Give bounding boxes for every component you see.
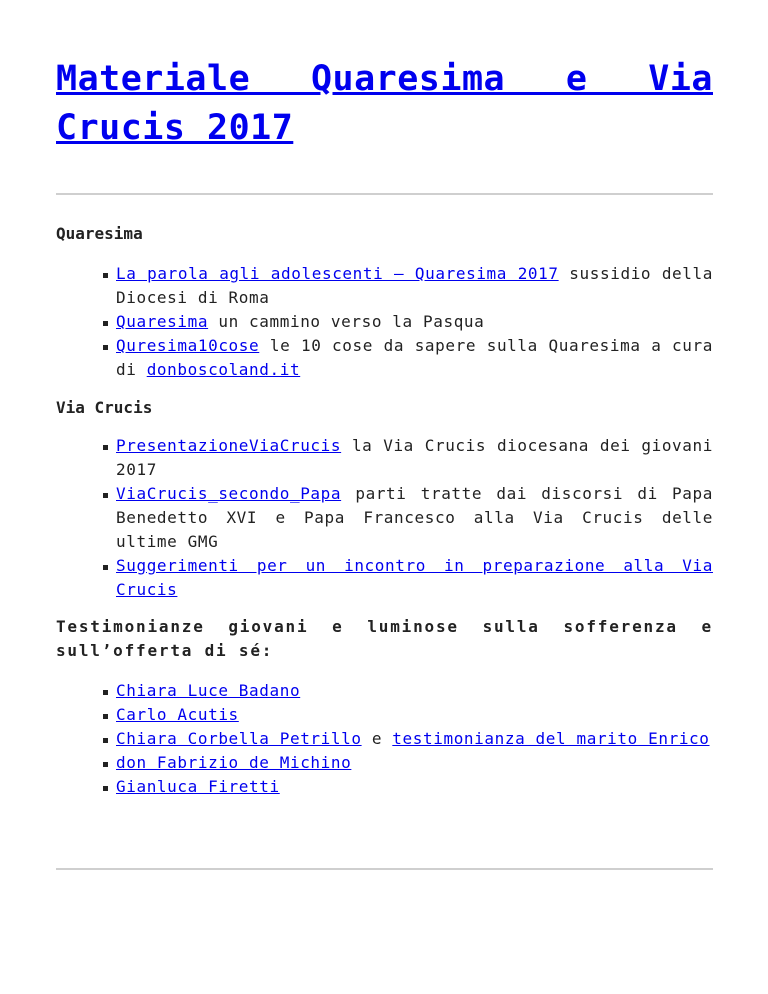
item-text: sussidio della Diocesi di Roma bbox=[116, 264, 713, 307]
item-text: le 10 cose da sapere sulla Quaresima a cura di bbox=[116, 336, 713, 379]
list-item bbox=[116, 703, 713, 727]
item-text: la Via Crucis diocesana dei giovani 2017 bbox=[116, 436, 713, 479]
bottom-divider bbox=[56, 868, 713, 870]
link-fabrizio-de-michino[interactable]: don Fabrizio de Michino bbox=[116, 753, 352, 772]
link-parola-adolescenti[interactable]: La parola agli adolescenti – Quaresima 2017 bbox=[116, 264, 559, 283]
list-via-crucis bbox=[116, 434, 713, 602]
list-item bbox=[116, 679, 713, 703]
link-quaresima[interactable]: Quaresima bbox=[116, 312, 209, 331]
item-text: un cammino verso la Pasqua bbox=[208, 312, 485, 331]
link-gianluca-firetti[interactable]: Gianluca Firetti bbox=[116, 777, 280, 796]
section-heading-testimonianze: Testimonianze giovani e luminose sulla sofferenza e sull’offerta di sé: bbox=[56, 617, 713, 660]
list-item bbox=[116, 482, 713, 554]
section-heading-via-crucis: Via Crucis bbox=[56, 398, 153, 417]
list-item bbox=[116, 434, 713, 482]
link-chiara-luce-badano[interactable]: Chiara Luce Badano bbox=[116, 681, 301, 700]
link-via-crucis-secondo-papa[interactable]: ViaCrucis_secondo_Papa bbox=[116, 484, 342, 503]
list-item bbox=[116, 310, 713, 334]
list-item bbox=[116, 775, 713, 799]
link-presentazione-via-crucis[interactable]: PresentazioneViaCrucis bbox=[116, 436, 342, 455]
link-carlo-acutis[interactable]: Carlo Acutis bbox=[116, 705, 239, 724]
list-item bbox=[116, 334, 713, 382]
link-donboscoland[interactable]: donboscoland.it bbox=[146, 360, 301, 379]
link-testimonianza-marito[interactable]: testimonianza del marito Enrico bbox=[392, 729, 710, 748]
list-item bbox=[116, 727, 713, 751]
list-testimonianze bbox=[116, 679, 713, 799]
link-quresima10cose[interactable]: Quresima10cose bbox=[116, 336, 260, 355]
page-title-link[interactable]: Materiale Quaresima e Via Crucis 2017 bbox=[56, 59, 713, 148]
item-text: parti tratte dai discorsi di Papa Benedetto XVI e Papa Francesco alla Via Crucis delle ultime GMG bbox=[116, 484, 713, 551]
top-divider bbox=[56, 193, 713, 195]
link-suggerimenti[interactable]: Suggerimenti per un incontro in preparazione alla Via Crucis bbox=[116, 556, 713, 599]
list-item bbox=[116, 262, 713, 310]
section-heading-quaresima: Quaresima bbox=[56, 224, 143, 243]
page-title bbox=[56, 55, 713, 153]
list-quaresima bbox=[116, 262, 713, 382]
list-item bbox=[116, 554, 713, 602]
link-chiara-corbella-petrillo[interactable]: Chiara Corbella Petrillo bbox=[116, 729, 362, 748]
list-item bbox=[116, 751, 713, 775]
item-text: e bbox=[361, 729, 393, 748]
